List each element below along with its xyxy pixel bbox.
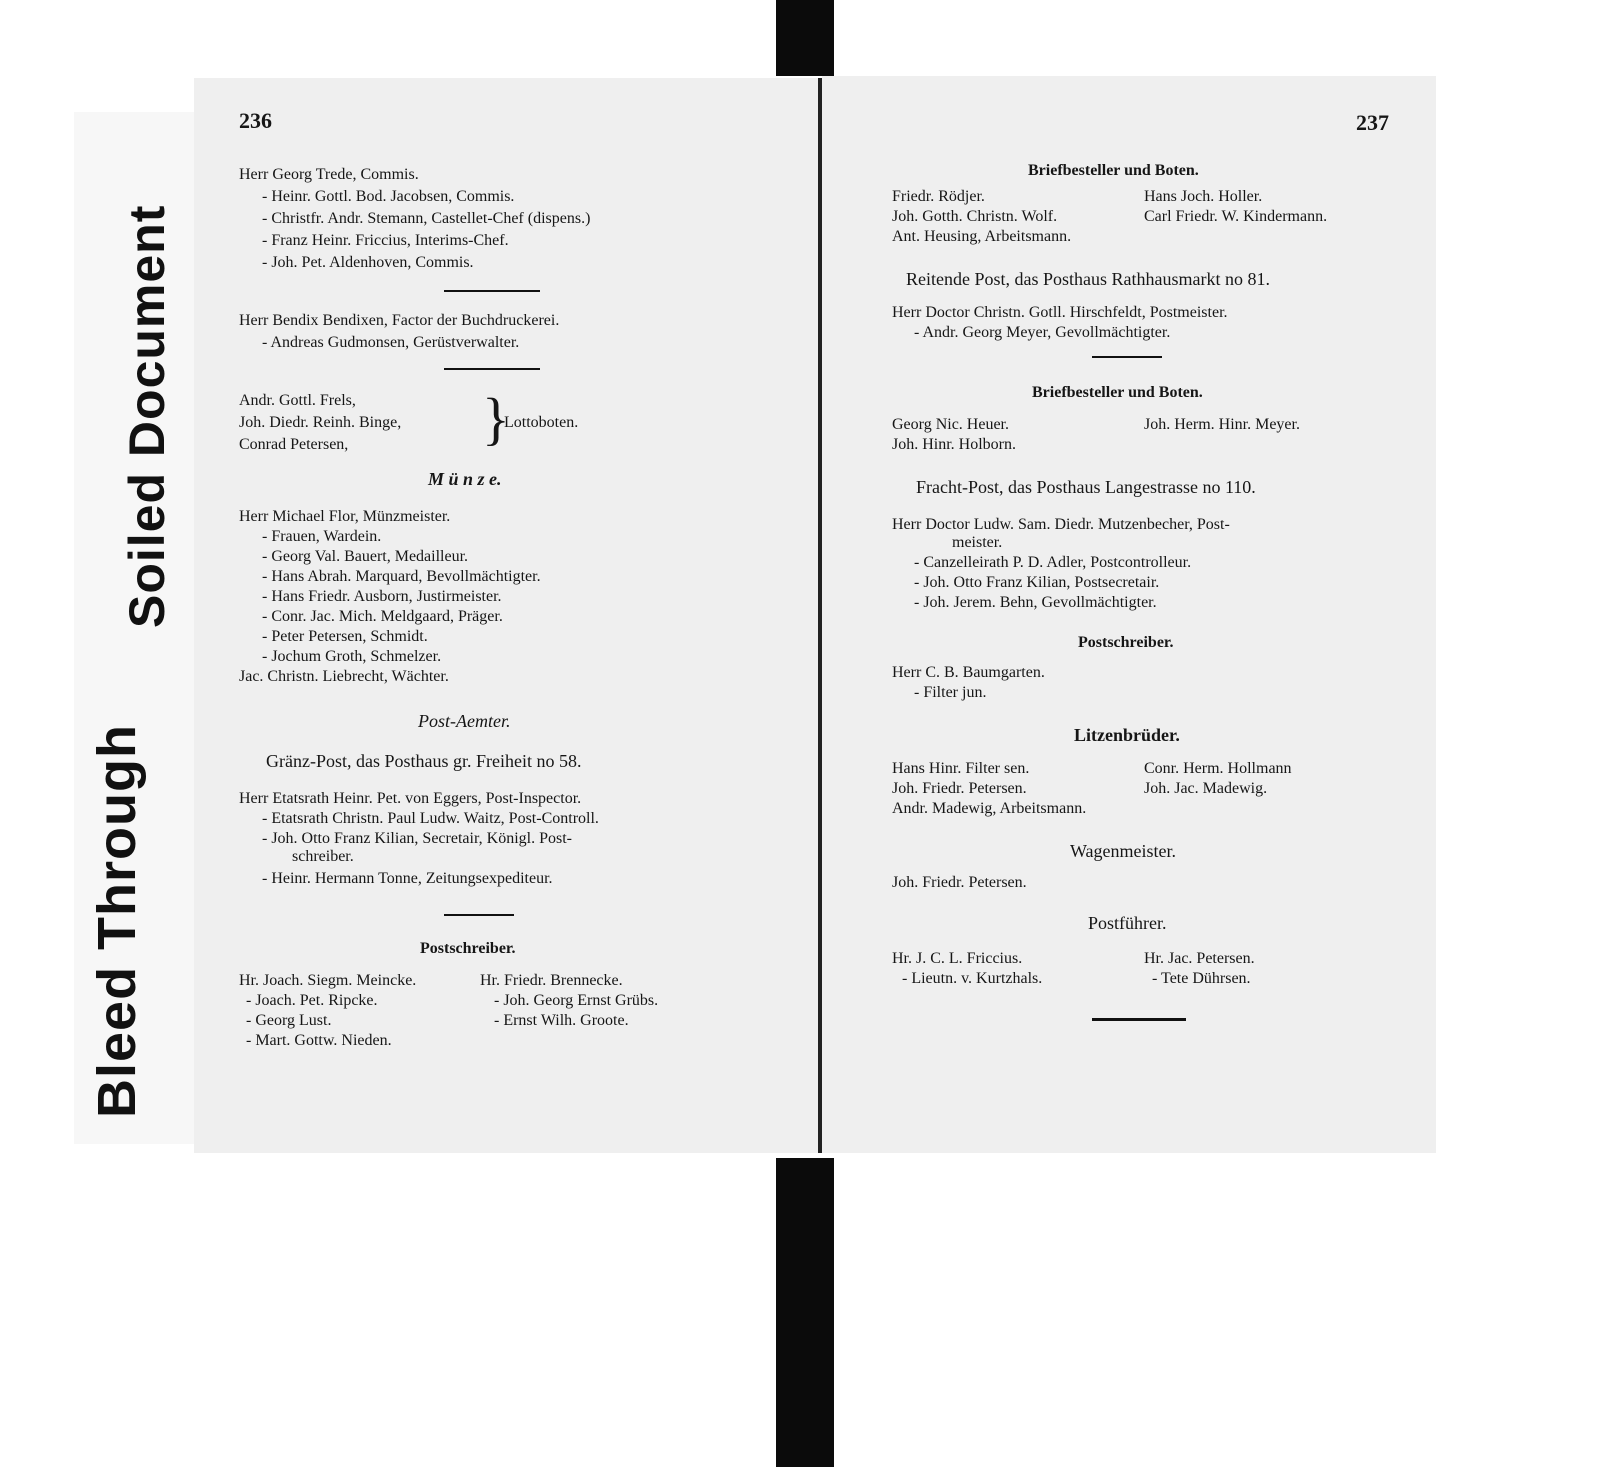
entry-line: - Canzelleirath P. D. Adler, Postcontrolleur.	[914, 554, 1192, 571]
entry-line: - Heinr. Gottl. Bod. Jacobsen, Commis.	[262, 188, 515, 205]
entry-line: Hr. Friedr. Brennecke.	[480, 972, 623, 989]
entry-line: - Mart. Gottw. Nieden.	[246, 1032, 392, 1049]
entry-line: Hr. Joach. Siegm. Meincke.	[239, 972, 417, 989]
entry-line: schreiber.	[292, 848, 354, 865]
entry-line: - Lieutn. v. Kurtzhals.	[902, 970, 1043, 987]
section-divider	[444, 290, 540, 292]
entry-line: Hr. J. C. L. Friccius.	[892, 950, 1023, 967]
soiled-document-label: Soiled Document	[119, 204, 175, 628]
lotto-name: Conrad Petersen,	[239, 436, 349, 453]
entry-line: - Joh. Georg Ernst Grübs.	[494, 992, 659, 1009]
entry-line: Herr Doctor Ludw. Sam. Diedr. Mutzenbecher, Post-	[892, 516, 1230, 533]
binding-strip-top	[776, 0, 834, 76]
entry-line: - Hans Friedr. Ausborn, Justirmeister.	[262, 588, 502, 605]
entry-line: - Christfr. Andr. Stemann, Castellet-Chef (dispens.)	[262, 210, 591, 227]
entry-line: Hr. Jac. Petersen.	[1144, 950, 1255, 967]
page-number: 236	[239, 108, 272, 133]
entry-line: - Peter Petersen, Schmidt.	[262, 628, 428, 645]
section-heading-postschreiber: Postschreiber.	[420, 940, 516, 957]
entry-line: Hans Joch. Holler.	[1144, 188, 1263, 205]
entry-line: - Tete Dührsen.	[1152, 970, 1251, 987]
entry-line: - Heinr. Hermann Tonne, Zeitungsexpediteur.	[262, 870, 553, 887]
entry-line: Joh. Herm. Hinr. Meyer.	[1144, 416, 1300, 433]
section-divider	[1092, 1018, 1186, 1021]
entry-line: - Jochum Groth, Schmelzer.	[262, 648, 442, 665]
entry-line: Herr Michael Flor, Münzmeister.	[239, 508, 451, 525]
section-heading-postschreiber: Postschreiber.	[1078, 634, 1174, 651]
entry-line: Friedr. Rödjer.	[892, 188, 985, 205]
entry-line: - Joh. Pet. Aldenhoven, Commis.	[262, 254, 474, 271]
entry-line: - Joh. Otto Franz Kilian, Postsecretair.	[914, 574, 1160, 591]
entry-line: Hans Hinr. Filter sen.	[892, 760, 1030, 777]
entry-line: Conr. Herm. Hollmann	[1144, 760, 1292, 777]
binding-strip-bottom	[776, 1158, 834, 1467]
section-divider	[1092, 356, 1162, 358]
entry-line: - Georg Val. Bauert, Medailleur.	[262, 548, 469, 565]
entry-line: - Frauen, Wardein.	[262, 528, 382, 545]
entry-line: Herr Bendix Bendixen, Factor der Buchdruckerei.	[239, 312, 560, 329]
entry-line: Joh. Jac. Madewig.	[1144, 780, 1268, 797]
entry-line: - Etatsrath Christn. Paul Ludw. Waitz, Post-Controll.	[262, 810, 599, 827]
section-heading-muenze: M ü n z e.	[428, 469, 502, 489]
entry-line: - Andr. Georg Meyer, Gevollmächtigter.	[914, 324, 1171, 341]
entry-line: - Conr. Jac. Mich. Meldgaard, Präger.	[262, 608, 503, 625]
entry-line: Joh. Hinr. Holborn.	[892, 436, 1016, 453]
entry-line: Joh. Friedr. Petersen.	[892, 874, 1027, 891]
bleed-through-label: Bleed Through	[87, 724, 147, 1118]
brace-icon: }	[482, 386, 510, 451]
page-number: 237	[1356, 110, 1389, 135]
entry-line: Georg Nic. Heuer.	[892, 416, 1009, 433]
entry-line: Ant. Heusing, Arbeitsmann.	[892, 228, 1072, 245]
entry-line: Herr Etatsrath Heinr. Pet. von Eggers, Post-Inspector.	[239, 790, 582, 807]
entry-line: - Andreas Gudmonsen, Gerüstverwalter.	[262, 334, 520, 351]
left-page	[194, 78, 820, 1153]
entry-line: Jac. Christn. Liebrecht, Wächter.	[239, 668, 449, 685]
entry-line: Herr C. B. Baumgarten.	[892, 664, 1045, 681]
entry-line: - Franz Heinr. Friccius, Interims-Chef.	[262, 232, 509, 249]
entry-line: Carl Friedr. W. Kindermann.	[1144, 208, 1328, 225]
entry-line: - Joh. Otto Franz Kilian, Secretair, Königl. Post-	[262, 830, 572, 847]
entry-line: Andr. Madewig, Arbeitsmann.	[892, 800, 1087, 817]
section-divider	[444, 914, 514, 916]
entry-line: meister.	[952, 534, 1003, 551]
section-heading-post-aemter: Post-Aemter.	[418, 711, 511, 731]
section-heading-graenz-post: Gränz-Post, das Posthaus gr. Freiheit no 58.	[266, 751, 582, 771]
entry-line: - Filter jun.	[914, 684, 987, 701]
entry-line: - Hans Abrah. Marquard, Bevollmächtigter.	[262, 568, 541, 585]
lotto-name: Joh. Diedr. Reinh. Binge,	[239, 414, 402, 431]
entry-line: - Georg Lust.	[246, 1012, 332, 1029]
section-heading-wagenmeister: Wagenmeister.	[1070, 841, 1177, 861]
entry-line: - Joh. Jerem. Behn, Gevollmächtigter.	[914, 594, 1157, 611]
section-heading-briefbesteller: Briefbesteller und Boten.	[1028, 162, 1199, 179]
entry-line: - Ernst Wilh. Groote.	[494, 1012, 629, 1029]
entry-line: Herr Doctor Christn. Gotll. Hirschfeldt, Postmeister.	[892, 304, 1228, 321]
entry-line: - Joach. Pet. Ripcke.	[246, 992, 378, 1009]
right-page	[822, 76, 1436, 1153]
entry-line: Herr Georg Trede, Commis.	[239, 166, 419, 183]
section-heading-reitende-post: Reitende Post, das Posthaus Rathhausmarkt no 81.	[906, 269, 1270, 289]
section-heading-postfuehrer: Postführer.	[1088, 913, 1167, 933]
section-heading-briefbesteller: Briefbesteller und Boten.	[1032, 384, 1203, 401]
section-divider	[444, 368, 540, 370]
section-heading-fracht-post: Fracht-Post, das Posthaus Langestrasse no 110.	[916, 477, 1256, 497]
entry-line: Joh. Gotth. Christn. Wolf.	[892, 208, 1058, 225]
entry-line: Joh. Friedr. Petersen.	[892, 780, 1027, 797]
lotto-name: Andr. Gottl. Frels,	[239, 392, 356, 409]
lotto-label: Lottoboten.	[504, 414, 579, 431]
section-heading-litzenbrueder: Litzenbrüder.	[1074, 725, 1180, 745]
